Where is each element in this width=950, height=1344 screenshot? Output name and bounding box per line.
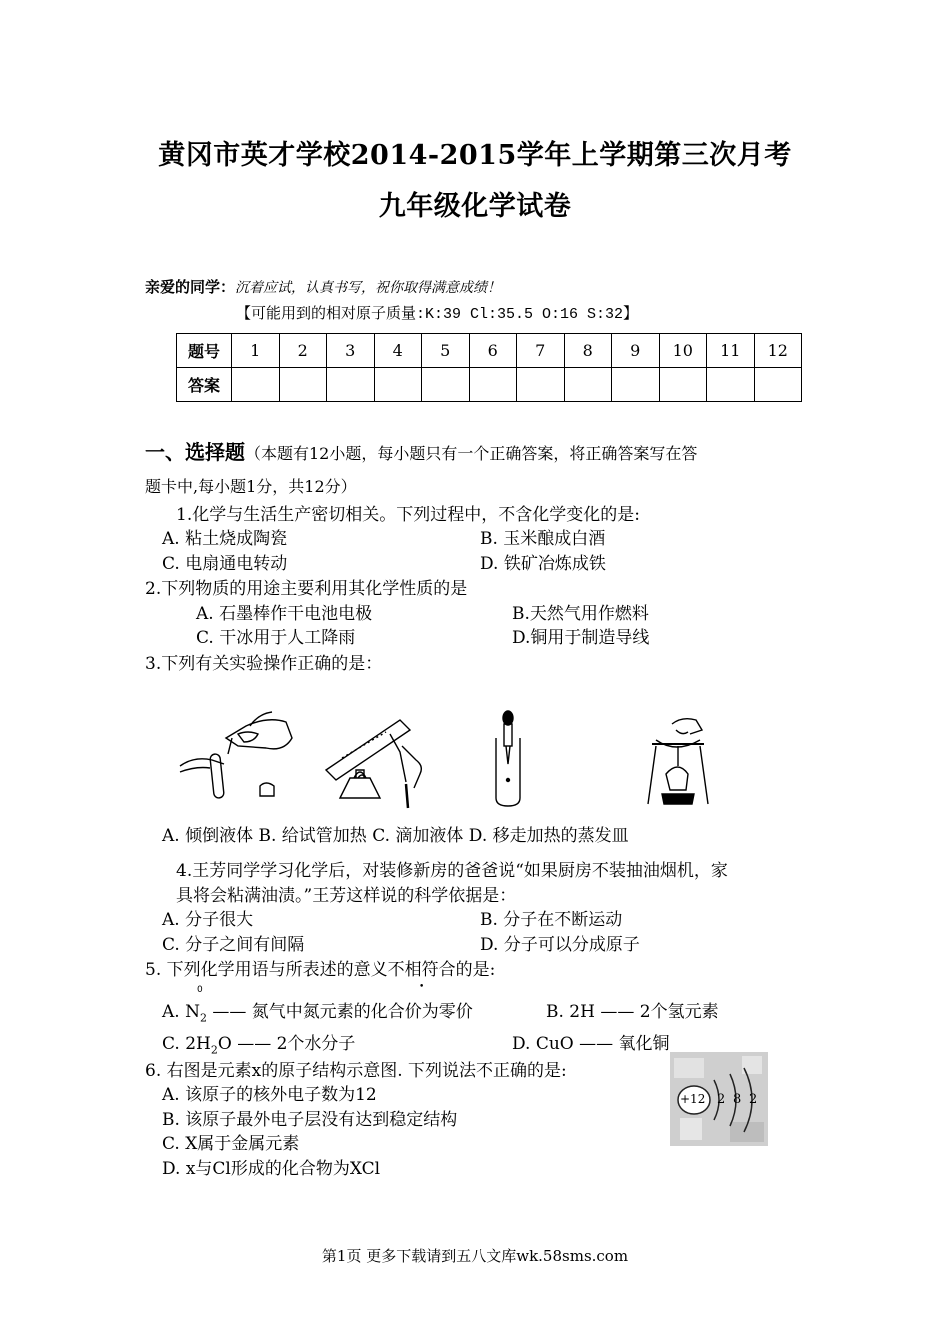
- q5-stem-suffix: 的是:: [455, 960, 496, 980]
- answer-cell-3[interactable]: [327, 368, 375, 402]
- q5-a-subscript: 2: [199, 1011, 207, 1025]
- section-heading: [145, 436, 697, 465]
- answer-cell-6[interactable]: [469, 368, 517, 402]
- q6-option-b: B. 该原子最外电子层没有达到稳定结构: [162, 1110, 458, 1130]
- q5-c-label: C. 2H: [162, 1034, 211, 1054]
- q2-option-b: B.天然气用作燃料: [512, 604, 649, 624]
- q5-option-a: [162, 997, 473, 1024]
- table-number-cell: 7: [517, 334, 565, 368]
- atomic-masses: 【可能用到的相对原子质量:K:39 Cl:35.5 O:16 S:32】: [236, 306, 639, 323]
- table-number-cell: 1: [232, 334, 280, 368]
- greeting-label: 亲爱的同学：: [145, 278, 236, 296]
- answer-cell-2[interactable]: [279, 368, 327, 402]
- answer-table-number-row: [177, 334, 802, 368]
- table-number-cell: 6: [469, 334, 517, 368]
- table-number-cell: 9: [612, 334, 660, 368]
- answer-cell-4[interactable]: [374, 368, 422, 402]
- answer-cell-7[interactable]: [517, 368, 565, 402]
- table-number-cell: 10: [659, 334, 707, 368]
- q6-option-c: C. X属于金属元素: [162, 1134, 300, 1154]
- q2-option-c: C. 干冰用于人工降雨: [196, 628, 356, 648]
- shell-2-electrons: 8: [733, 1092, 742, 1107]
- answer-cell-1[interactable]: [232, 368, 280, 402]
- title-line-1: 黄冈市英才学校2014-2015学年上学期第三次月考: [158, 140, 792, 171]
- q2-option-d: D.铜用于制造导线: [512, 628, 650, 648]
- section-title: 一、选择题: [145, 440, 245, 464]
- q4-option-d: D. 分子可以分成原子: [480, 935, 640, 955]
- q5-option-c: [162, 1029, 355, 1056]
- q4-stem-line-2: 具将会粘满油渍。”王芳这样说的科学依据是：: [176, 886, 517, 906]
- table-number-cell: 5: [422, 334, 470, 368]
- q5-stem-prefix: 5. 下列化学用语与所表述的意义: [145, 960, 388, 980]
- answer-cell-12[interactable]: [754, 368, 802, 402]
- dropping-liquid-illustration: [488, 710, 528, 810]
- q4-option-a: A. 分子很大: [162, 910, 254, 930]
- q1-option-d: D. 铁矿冶炼成铁: [480, 554, 606, 574]
- shell-3-electrons: 2: [749, 1092, 758, 1107]
- q4-option-b: B. 分子在不断运动: [480, 910, 623, 930]
- q5-option-b: B. 2H —— 2个氢元素: [546, 1002, 719, 1022]
- q2-stem: 2.下列物质的用途主要利用其化学性质的是: [145, 579, 468, 599]
- q5-a-formula: N: [185, 1002, 200, 1022]
- heating-test-tube-illustration: [320, 712, 435, 812]
- q6-stem: 6. 右图是元素x的原子结构示意图. 下列说法不正确的是:: [145, 1061, 567, 1081]
- q5-option-d: D. CuO —— 氧化铜: [512, 1034, 670, 1054]
- table-header-number: 题号: [177, 334, 232, 368]
- shell-1-electrons: 2: [717, 1092, 726, 1107]
- table-number-cell: 2: [279, 334, 327, 368]
- q3-stem: 3.下列有关实验操作正确的是：: [145, 654, 383, 674]
- q5-valence-mark: 0: [197, 985, 203, 995]
- section-desc-1: （本题有12小题，每小题只有一个正确答案，将正确答案写在答: [245, 444, 698, 463]
- q4-stem-line-1: 4.王芳同学学习化学后，对装修新房的爸爸说“如果厨房不装抽油烟机，家: [176, 861, 728, 881]
- q2-option-a: A. 石墨棒作干电池电极: [196, 604, 373, 624]
- atomic-structure-diagram: [670, 1052, 768, 1146]
- section-desc-2: 题卡中,每小题1分，共12分）: [145, 477, 357, 496]
- pouring-liquid-illustration: [176, 708, 296, 806]
- greeting: [145, 276, 501, 297]
- answer-table: [176, 333, 802, 402]
- q6-option-a: A. 该原子的核外电子数为12: [162, 1085, 377, 1105]
- table-header-answer: 答案: [177, 368, 232, 402]
- q1-option-a: A. 粘土烧成陶瓷: [162, 529, 288, 549]
- answer-cell-8[interactable]: [564, 368, 612, 402]
- table-number-cell: 3: [327, 334, 375, 368]
- answer-table-answer-row: [177, 368, 802, 402]
- q3-options: A. 倾倒液体 B. 给试管加热 C. 滴加液体 D. 移走加热的蒸发皿: [162, 826, 629, 846]
- q1-option-b: B. 玉米酿成白酒: [480, 529, 606, 549]
- table-number-cell: 12: [754, 334, 802, 368]
- table-number-cell: 8: [564, 334, 612, 368]
- nucleus-charge: +12: [680, 1092, 706, 1106]
- q5-a-label: A.: [162, 1002, 186, 1022]
- q5-emphasized-words: 不相符合: [387, 960, 456, 980]
- q1-stem: 1.化学与生活生产密切相关。下列过程中，不含化学变化的是:: [176, 505, 640, 525]
- q5-stem: [145, 955, 495, 980]
- q5-c-subscript: 2: [210, 1043, 218, 1057]
- page-footer: 第1页 更多下载请到五八文库wk.58sms.com: [321, 1247, 629, 1265]
- title-line-2: 九年级化学试卷: [378, 191, 572, 222]
- q6-option-d: D. x与Cl形成的化合物为XCl: [162, 1159, 381, 1179]
- table-number-cell: 11: [707, 334, 755, 368]
- q5-c-text: O —— 2个水分子: [217, 1034, 356, 1054]
- answer-cell-9[interactable]: [612, 368, 660, 402]
- q5-a-text: —— 氮气中氮元素的化合价为零价: [206, 1002, 473, 1022]
- q1-option-c: C. 电扇通电转动: [162, 554, 288, 574]
- greeting-text: 沉着应试，认真书写，祝你取得满意成绩！: [235, 280, 502, 296]
- table-number-cell: 4: [374, 334, 422, 368]
- answer-cell-5[interactable]: [422, 368, 470, 402]
- evaporating-dish-illustration: [642, 714, 714, 808]
- answer-cell-11[interactable]: [707, 368, 755, 402]
- q5-stem-emphasis: [388, 960, 456, 980]
- answer-cell-10[interactable]: [659, 368, 707, 402]
- q4-option-c: C. 分子之间有间隔: [162, 935, 305, 955]
